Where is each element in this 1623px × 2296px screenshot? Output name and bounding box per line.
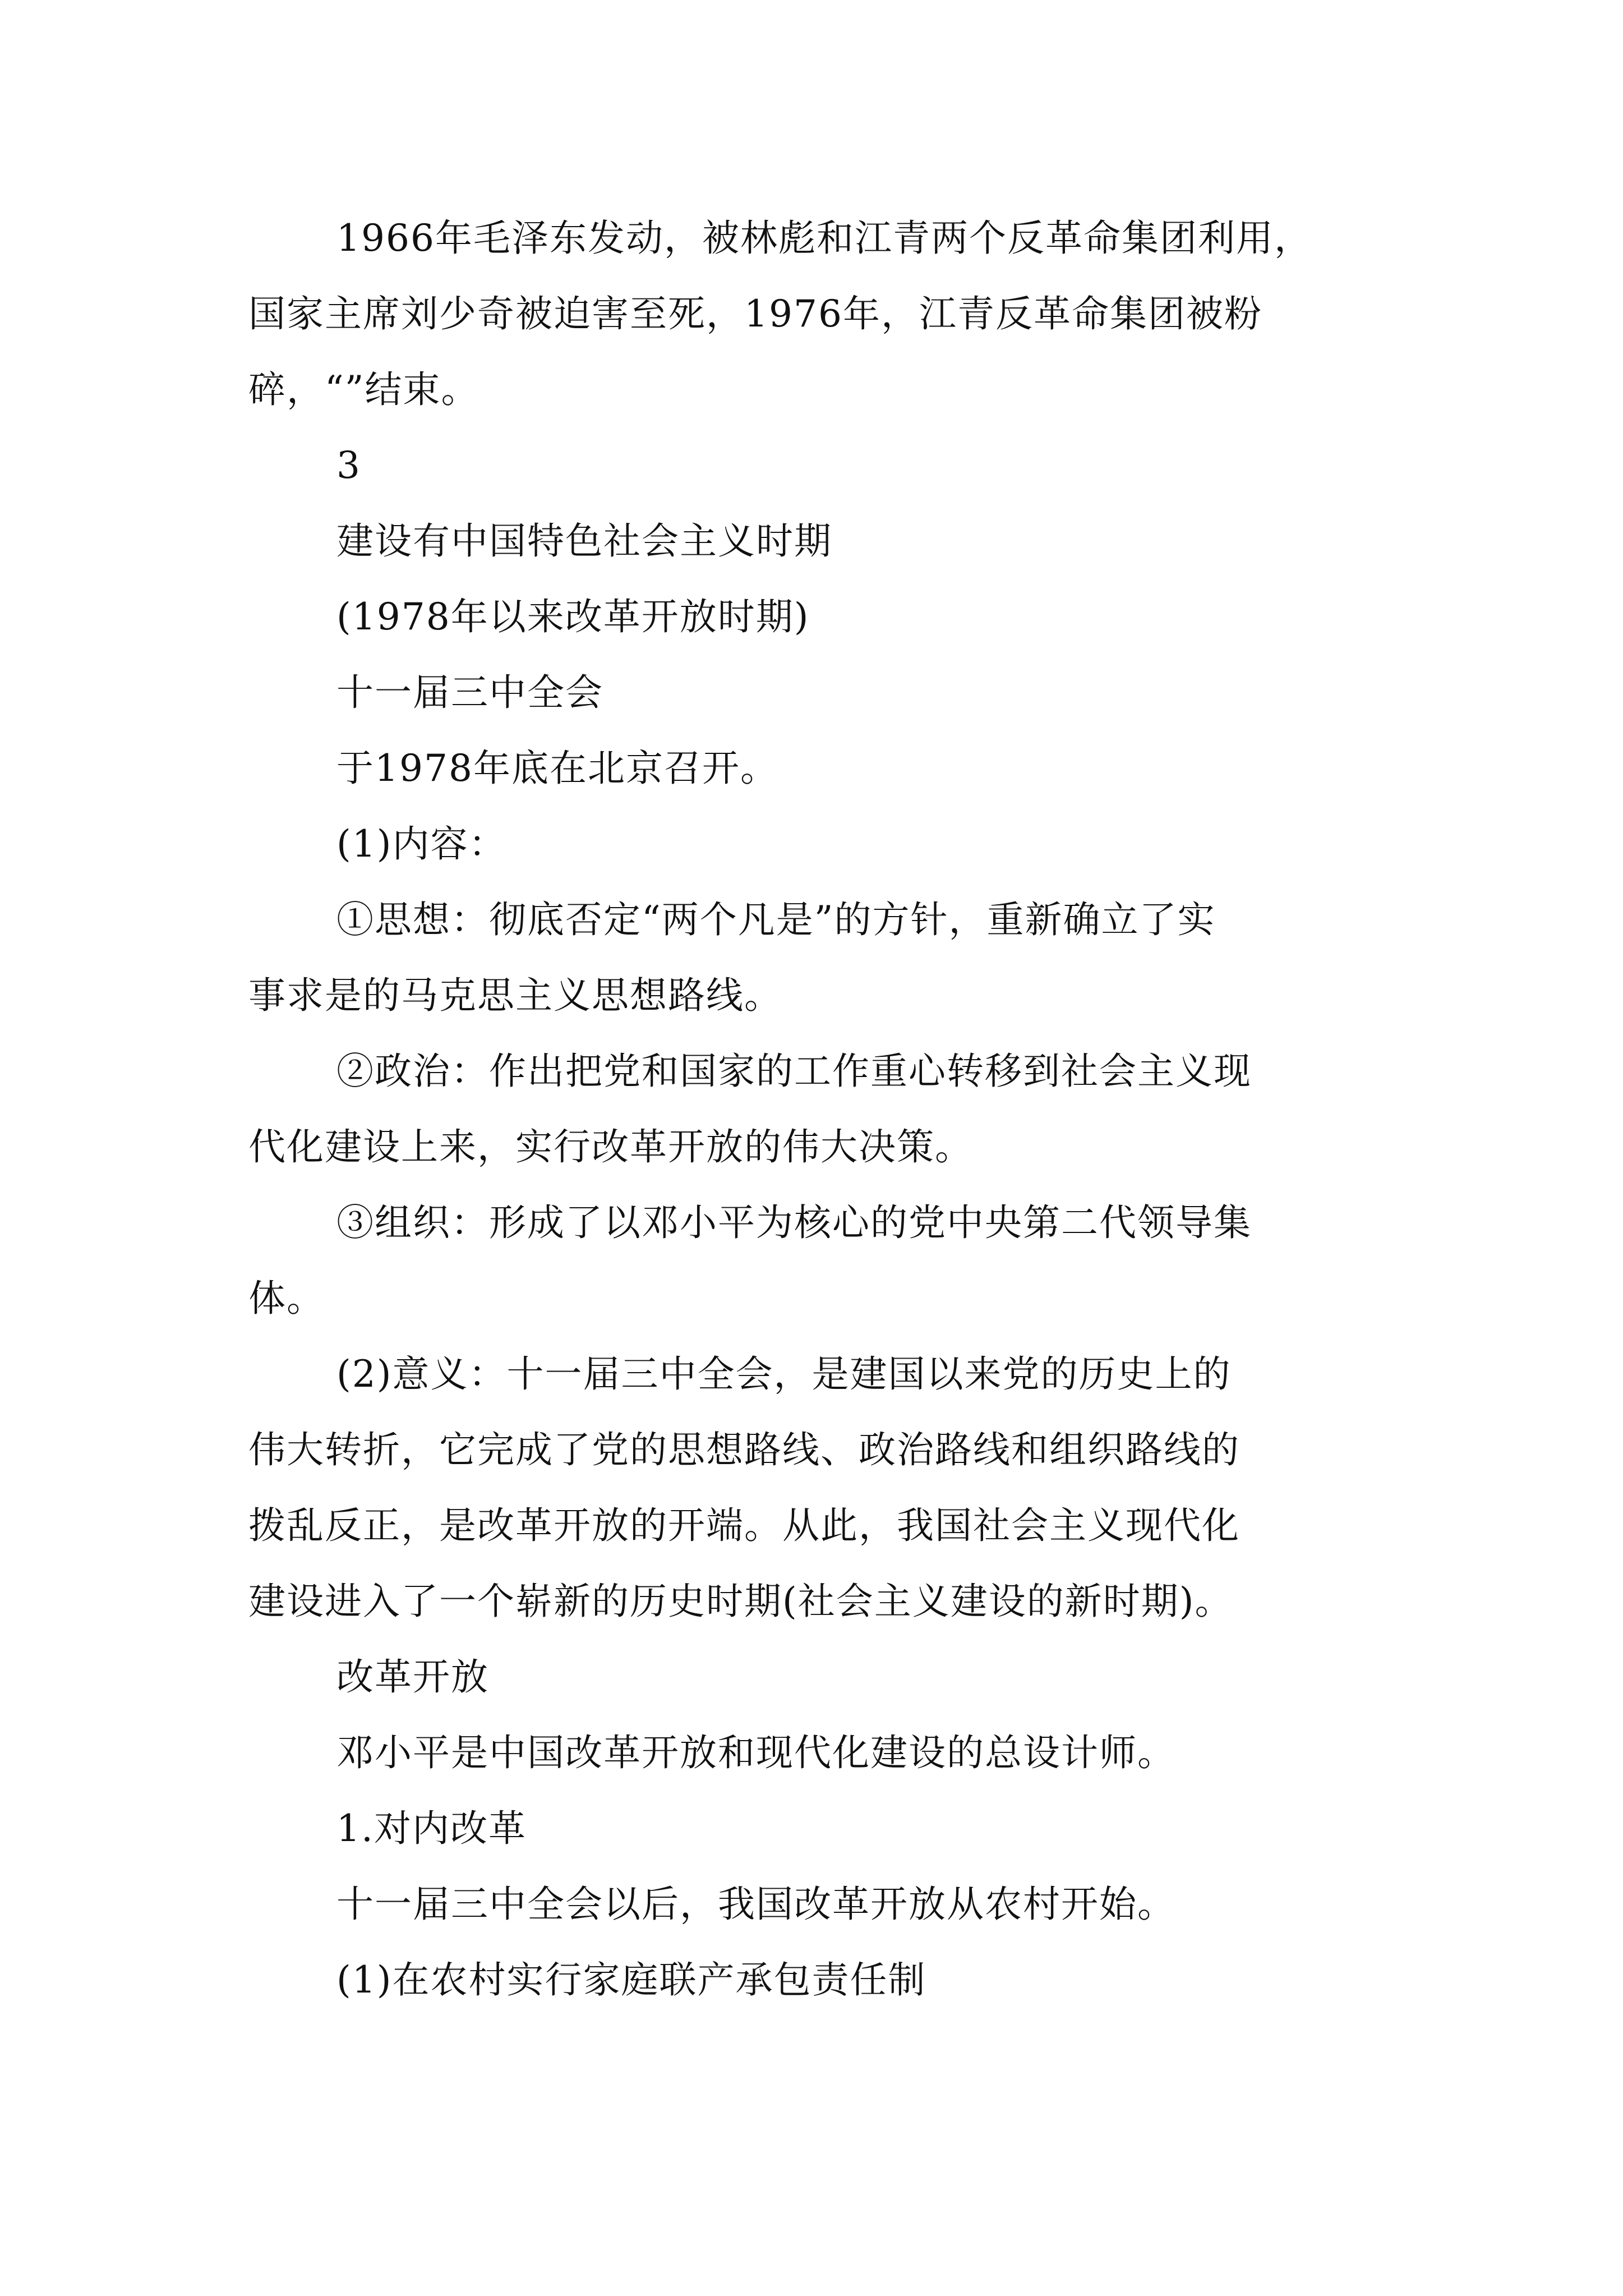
- section-heading: 建设有中国特色社会主义时期: [336, 519, 832, 563]
- text-line: 代化建设上来，实行改革开放的伟大决策。: [248, 1125, 973, 1168]
- list-label: 1.对内改革: [336, 1807, 527, 1850]
- text-line: 于1978年底在北京召开。: [336, 747, 778, 790]
- text-line: (2)意义：十一届三中全会，是建国以来党的历史上的: [336, 1352, 1232, 1396]
- section-number: 3: [336, 444, 361, 487]
- text-line: 拨乱反正，是改革开放的开端。从此，我国社会主义现代化: [248, 1504, 1240, 1547]
- text-line: 碎，“”结束。: [248, 368, 479, 411]
- topic-heading: 改革开放: [336, 1655, 489, 1699]
- text-line: 国家主席刘少奇被迫害至死，1976年，江青反革命集团被粉: [248, 292, 1262, 335]
- text-line: 事求是的马克思主义思想路线。: [248, 974, 782, 1017]
- list-label: (1)内容：: [336, 822, 507, 866]
- text-line: 1966年毛泽东发动，被林彪和江青两个反革命集团利用，: [336, 217, 1312, 260]
- text-line: ②政治：作出把党和国家的工作重心转移到社会主义现: [336, 1050, 1252, 1093]
- text-line: 伟大转折，它完成了党的思想路线、政治路线和组织路线的: [248, 1428, 1240, 1471]
- list-label: (1)在农村实行家庭联产承包责任制: [336, 1958, 926, 2001]
- topic-heading: 十一届三中全会: [336, 671, 603, 714]
- text-line: 十一届三中全会以后，我国改革开放从农村开始。: [336, 1883, 1175, 1926]
- text-line: 建设进入了一个崭新的历史时期(社会主义建设的新时期)。: [248, 1580, 1233, 1623]
- text-line: ①思想：彻底否定“两个凡是”的方针，重新确立了实: [336, 898, 1216, 941]
- text-line: ③组织：形成了以邓小平为核心的党中央第二代领导集: [336, 1201, 1252, 1244]
- text-line: 邓小平是中国改革开放和现代化建设的总设计师。: [336, 1731, 1175, 1774]
- text-line: 体。: [248, 1277, 325, 1320]
- section-subheading: (1978年以来改革开放时期): [336, 595, 810, 638]
